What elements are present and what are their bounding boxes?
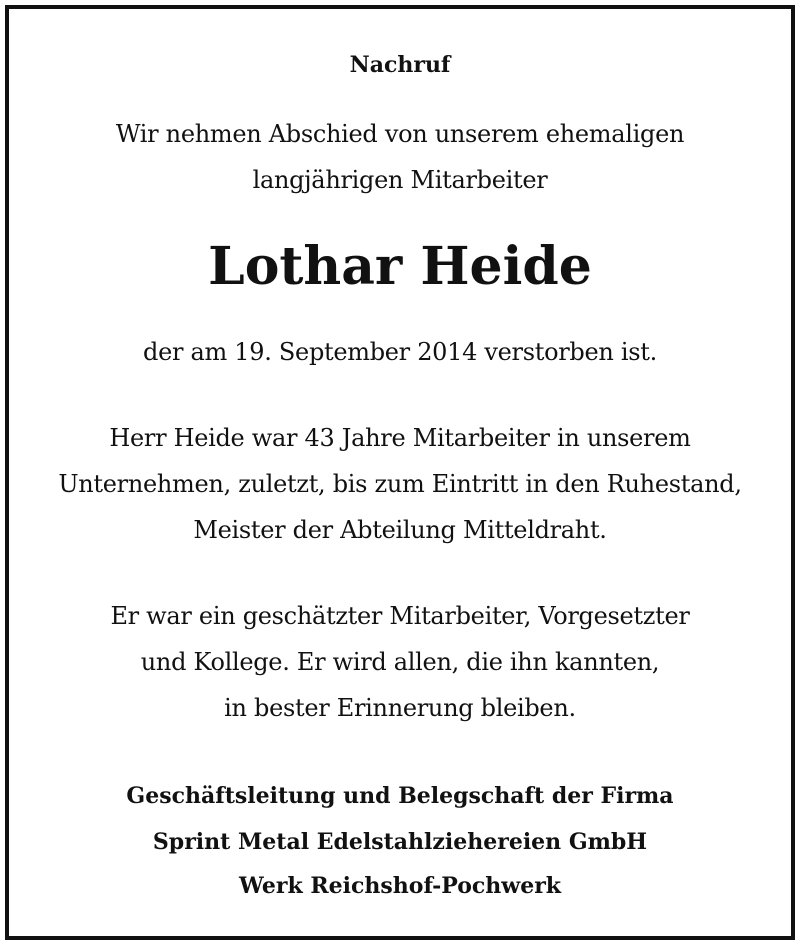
intro-line-1: Wir nehmen Abschied von unserem ehemaligen bbox=[115, 120, 685, 148]
intro-line-2: langjährigen Mitarbeiter bbox=[252, 166, 548, 194]
death-date-line: der am 19. September 2014 verstorben ist. bbox=[143, 338, 657, 366]
career-line-1: Herr Heide war 43 Jahre Mitarbeiter in unserem bbox=[109, 424, 691, 452]
signature-line-1: Geschäftsleitung und Belegschaft der Firma bbox=[126, 783, 674, 809]
notice-heading: Nachruf bbox=[349, 52, 451, 78]
tribute-line-1: Er war ein geschätzter Mitarbeiter, Vorgesetzter bbox=[110, 602, 690, 630]
deceased-name: Lothar Heide bbox=[208, 236, 592, 297]
career-line-3: Meister der Abteilung Mitteldraht. bbox=[193, 516, 607, 544]
signature-line-3: Werk Reichshof-Pochwerk bbox=[238, 873, 562, 899]
tribute-line-2: und Kollege. Er wird allen, die ihn kannten, bbox=[140, 648, 660, 676]
tribute-line-3: in bester Erinnerung bleiben. bbox=[224, 694, 576, 722]
career-line-2: Unternehmen, zuletzt, bis zum Eintritt in den Ruhestand, bbox=[58, 470, 742, 498]
signature-line-2: Sprint Metal Edelstahlziehereien GmbH bbox=[152, 829, 648, 855]
